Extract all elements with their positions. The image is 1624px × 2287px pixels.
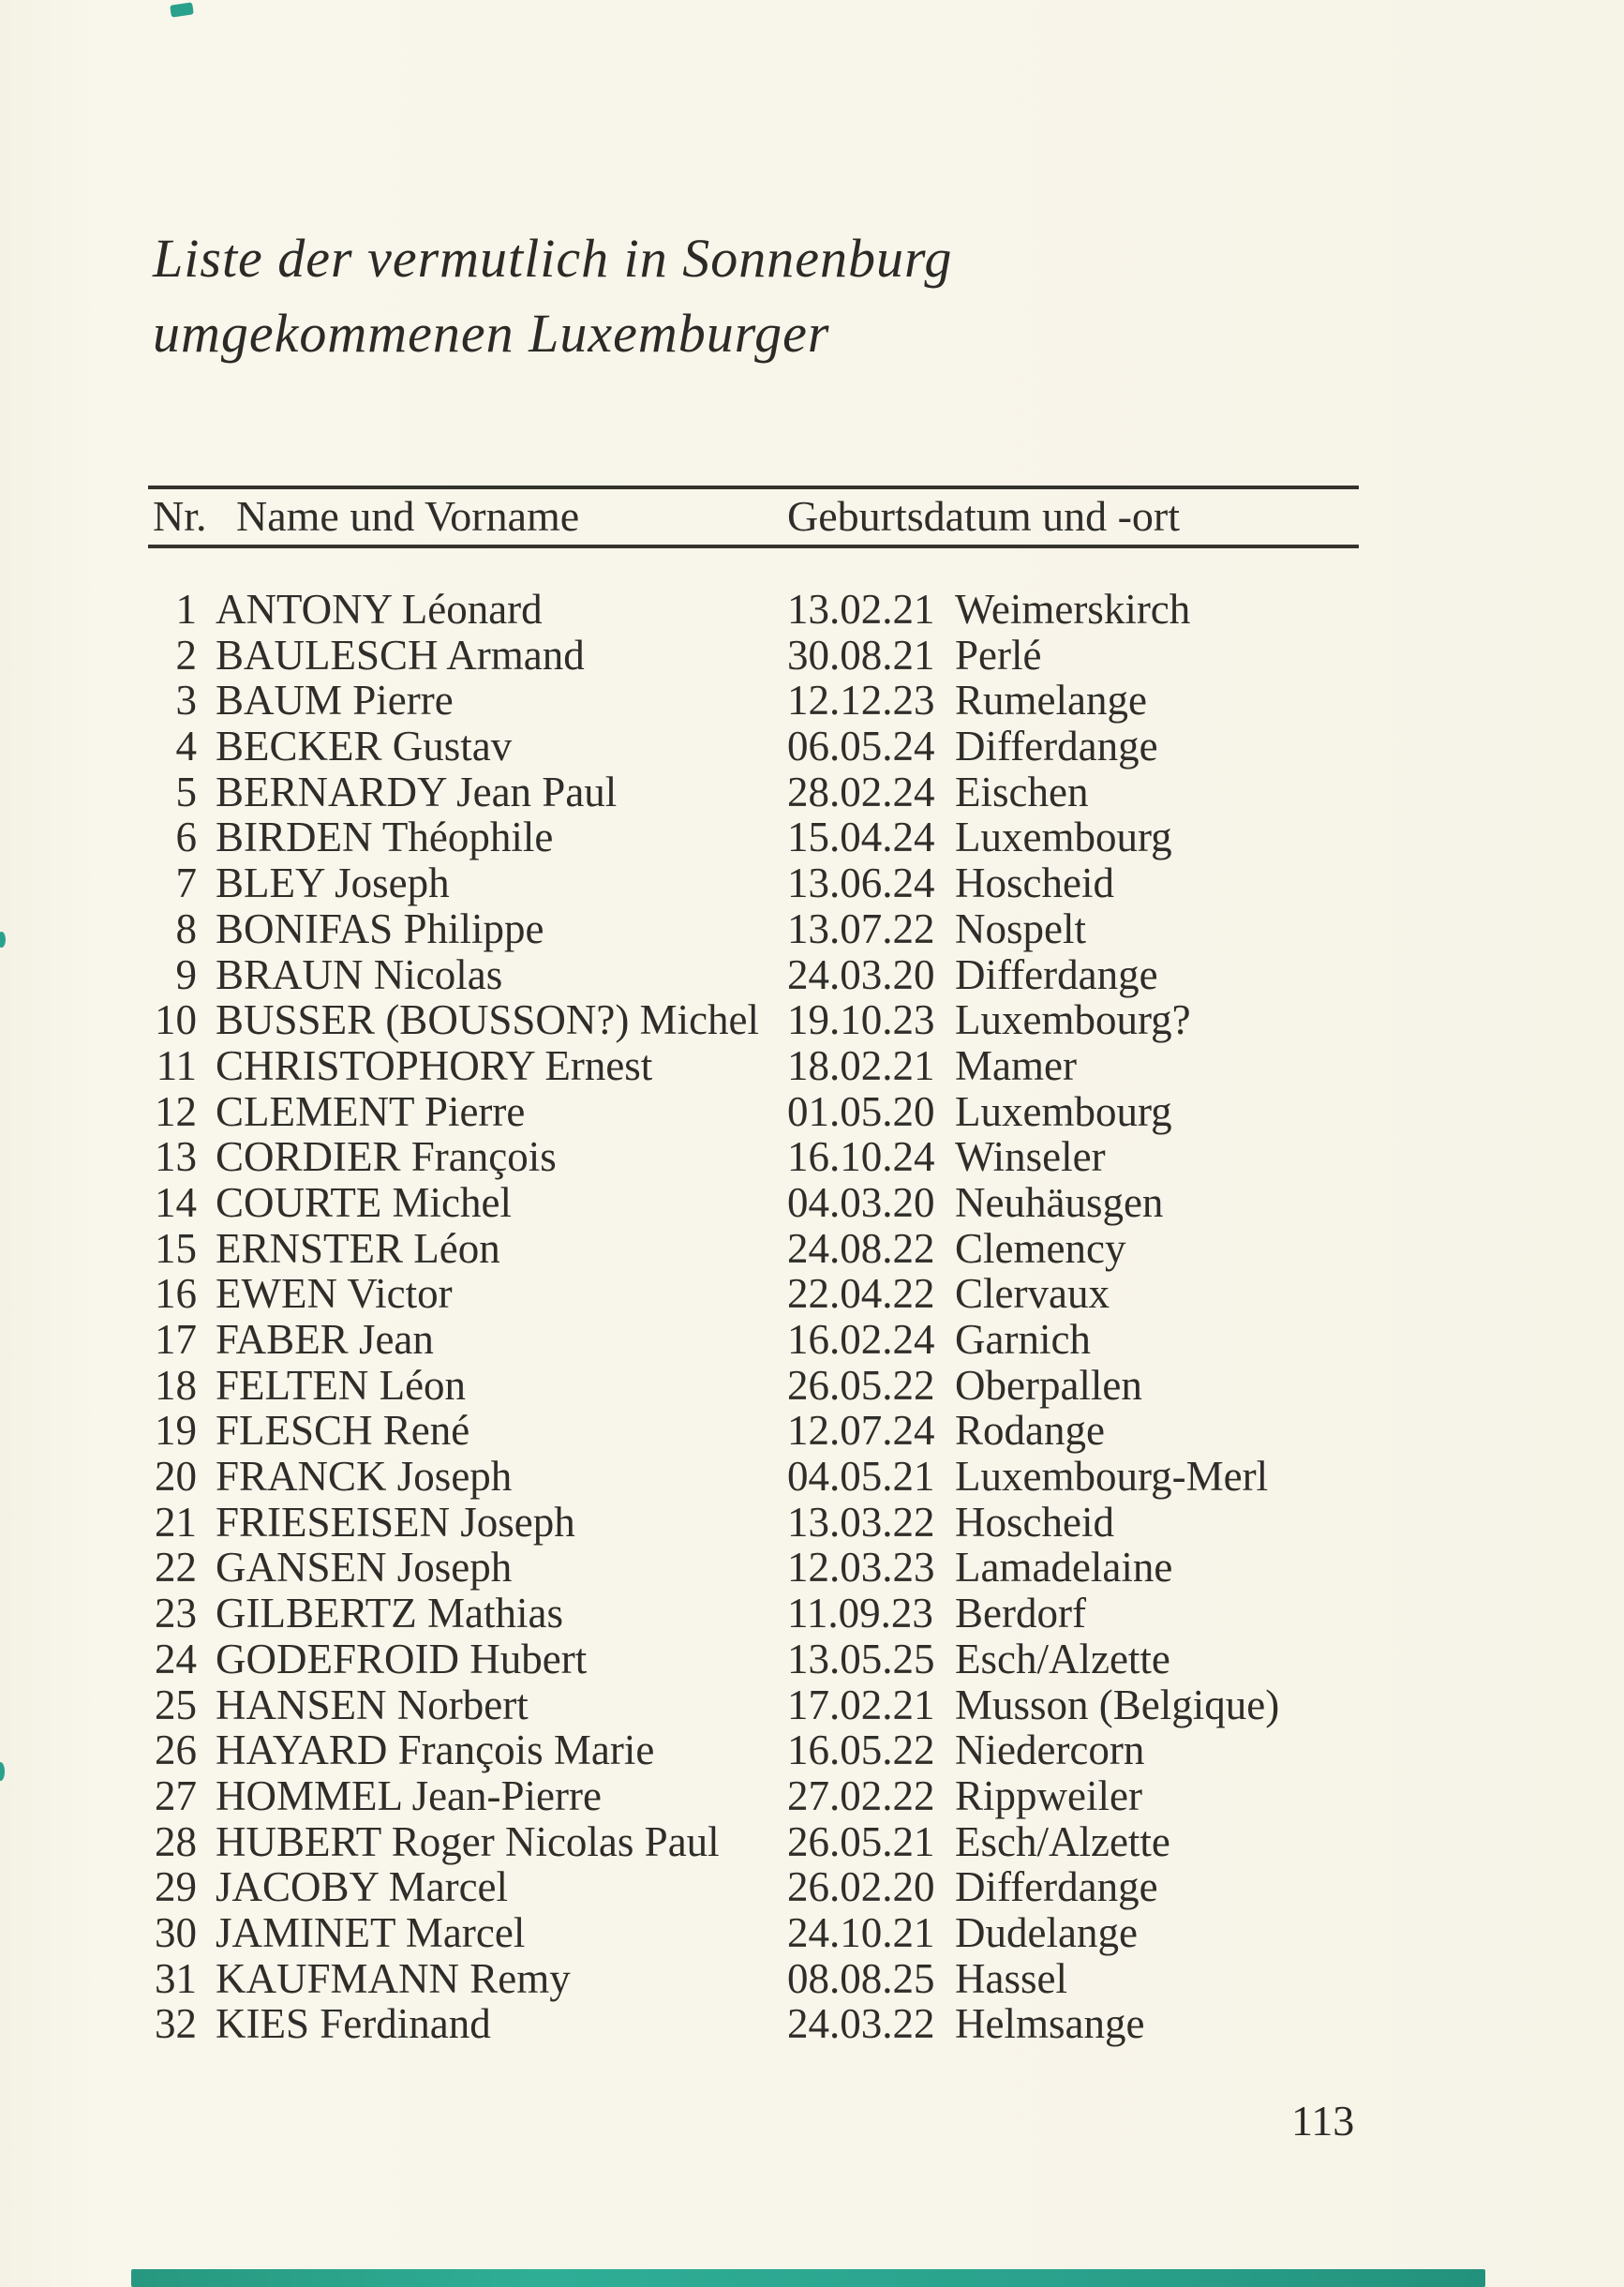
row-name: FABER Jean: [216, 1316, 434, 1363]
row-birthplace: Luxembourg-Merl: [955, 1453, 1269, 1501]
row-birthdate: 18.02.21: [787, 1041, 935, 1089]
table-row: [148, 724, 1624, 770]
table-row: [148, 1134, 1624, 1180]
row-name: HAYARD François Marie: [216, 1726, 655, 1774]
table-row: [148, 1910, 1624, 1956]
page-number: 113: [1291, 2097, 1355, 2145]
row-number: 9: [175, 950, 197, 998]
row-name: HUBERT Roger Nicolas Paul: [216, 1817, 720, 1865]
table-row: [148, 1500, 1624, 1546]
table-row: [148, 815, 1624, 860]
row-number: 18: [155, 1361, 197, 1409]
row-name: JAMINET Marcel: [216, 1908, 526, 1956]
row-birthdate: 22.04.22: [787, 1270, 935, 1318]
row-name: COURTE Michel: [216, 1178, 513, 1226]
header-nr: Nr.: [153, 492, 207, 540]
table-row: [148, 1819, 1624, 1865]
row-number: 27: [155, 1771, 197, 1819]
scan-mark-top: [170, 2, 194, 17]
row-name: BRAUN Nicolas: [216, 950, 503, 998]
row-birthplace: Differdange: [955, 950, 1158, 998]
row-name: HOMMEL Jean-Pierre: [216, 1771, 602, 1819]
row-birthdate: 13.05.25: [787, 1635, 935, 1682]
row-name: GANSEN Joseph: [216, 1544, 513, 1592]
row-birthdate: 30.08.21: [787, 631, 935, 679]
table-row: [148, 1363, 1624, 1409]
row-birthdate: 11.09.23: [787, 1590, 933, 1637]
table-row: [148, 1454, 1624, 1500]
row-number: 19: [155, 1407, 197, 1455]
row-birthplace: Rodange: [955, 1407, 1105, 1455]
row-number: 28: [155, 1817, 197, 1865]
table-row: [148, 997, 1624, 1043]
table-row: [148, 1408, 1624, 1454]
row-name: BECKER Gustav: [216, 723, 513, 770]
table-body: [148, 587, 1624, 2047]
row-number: 30: [155, 1908, 197, 1956]
row-birthplace: Weimerskirch: [955, 586, 1191, 633]
row-number: 32: [155, 2000, 197, 2048]
row-name: BIRDEN Théophile: [216, 814, 554, 861]
row-birthdate: 24.10.21: [787, 1908, 935, 1956]
row-birthdate: 13.07.22: [787, 904, 935, 952]
row-name: HANSEN Norbert: [216, 1681, 529, 1728]
row-number: 15: [155, 1224, 197, 1272]
row-birthdate: 24.08.22: [787, 1224, 935, 1272]
row-birthplace: Esch/Alzette: [955, 1817, 1170, 1865]
row-birthplace: Clemency: [955, 1224, 1126, 1272]
table-row: [148, 1226, 1624, 1272]
row-birthplace: Luxembourg: [955, 1087, 1172, 1135]
scan-mark-left-1: [0, 932, 6, 948]
row-birthdate: 13.03.22: [787, 1498, 935, 1546]
row-number: 13: [155, 1133, 197, 1181]
row-birthplace: Oberpallen: [955, 1361, 1142, 1409]
row-number: 22: [155, 1544, 197, 1592]
row-birthplace: Perlé: [955, 631, 1042, 679]
table-row: [148, 1089, 1624, 1135]
row-birthdate: 01.05.20: [787, 1087, 935, 1135]
row-number: 6: [175, 814, 197, 861]
table-row: [148, 1773, 1624, 1819]
table-row: [148, 1591, 1624, 1637]
row-number: 7: [175, 859, 197, 907]
header-birthdate-place: Geburtsdatum und -ort: [787, 492, 1181, 540]
table-row: [148, 1271, 1624, 1317]
row-number: 12: [155, 1087, 197, 1135]
row-name: ANTONY Léonard: [216, 586, 543, 633]
row-number: 25: [155, 1681, 197, 1728]
table-row: [148, 633, 1624, 679]
table-row: [148, 906, 1624, 952]
row-birthplace: Dudelange: [955, 1908, 1138, 1956]
row-number: 31: [155, 1954, 197, 2002]
scan-artifact-bottom-strip: [131, 2269, 1485, 2287]
row-number: 3: [175, 677, 197, 725]
row-birthdate: 26.02.20: [787, 1863, 935, 1911]
row-birthdate: 24.03.20: [787, 950, 935, 998]
row-number: 5: [175, 768, 197, 815]
title-line-2: umgekommenen Luxemburger: [153, 303, 830, 364]
row-name: KIES Ferdinand: [216, 2000, 491, 2048]
table-row: [148, 1727, 1624, 1773]
row-birthdate: 27.02.22: [787, 1771, 935, 1819]
title-line-1: Liste der vermutlich in Sonnenburg: [153, 228, 953, 289]
row-birthdate: 12.03.23: [787, 1544, 935, 1592]
row-name: CHRISTOPHORY Ernest: [216, 1041, 653, 1089]
row-birthplace: Clervaux: [955, 1270, 1110, 1318]
row-birthplace: Musson (Belgique): [955, 1681, 1280, 1728]
row-name: BERNARDY Jean Paul: [216, 768, 618, 815]
row-name: BONIFAS Philippe: [216, 904, 544, 952]
table-row: [148, 678, 1624, 724]
table-row: [148, 860, 1624, 906]
row-birthplace: Hoscheid: [955, 859, 1114, 907]
row-name: ERNSTER Léon: [216, 1224, 500, 1272]
header-name: Name und Vorname: [236, 492, 580, 540]
row-number: 14: [155, 1178, 197, 1226]
table-row: [148, 1317, 1624, 1363]
row-name: FRANCK Joseph: [216, 1453, 513, 1501]
row-number: 2: [175, 631, 197, 679]
row-birthplace: Helmsange: [955, 2000, 1145, 2048]
victims-table: [148, 486, 1359, 2048]
row-number: 1: [175, 586, 197, 633]
row-name: GODEFROID Hubert: [216, 1635, 588, 1682]
row-name: KAUFMANN Remy: [216, 1954, 571, 2002]
row-birthdate: 04.03.20: [787, 1178, 935, 1226]
row-birthplace: Esch/Alzette: [955, 1635, 1170, 1682]
table-row: [148, 1180, 1624, 1226]
row-number: 26: [155, 1726, 197, 1774]
row-number: 23: [155, 1590, 197, 1637]
row-birthdate: 16.05.22: [787, 1726, 935, 1774]
row-name: BAUM Pierre: [216, 677, 454, 725]
row-birthdate: 12.07.24: [787, 1407, 935, 1455]
row-birthplace: Hassel: [955, 1954, 1067, 2002]
table-row: [148, 1956, 1624, 2002]
row-birthplace: Eischen: [955, 768, 1089, 815]
row-birthplace: Differdange: [955, 1863, 1158, 1911]
table-row: [148, 1864, 1624, 1910]
row-name: FELTEN Léon: [216, 1361, 467, 1409]
table-row: [148, 1637, 1624, 1682]
row-birthdate: 04.05.21: [787, 1453, 935, 1501]
row-birthdate: 28.02.24: [787, 768, 935, 815]
row-number: 21: [155, 1498, 197, 1546]
row-birthdate: 26.05.21: [787, 1817, 935, 1865]
row-name: GILBERTZ Mathias: [216, 1590, 563, 1637]
row-name: CORDIER François: [216, 1133, 557, 1181]
row-birthplace: Winseler: [955, 1133, 1106, 1181]
row-birthdate: 16.02.24: [787, 1316, 935, 1363]
row-birthdate: 17.02.21: [787, 1681, 935, 1728]
row-number: 20: [155, 1453, 197, 1501]
row-name: EWEN Victor: [216, 1270, 453, 1318]
row-number: 4: [175, 723, 197, 770]
table-row: [148, 2001, 1624, 2047]
row-birthdate: 12.12.23: [787, 677, 935, 725]
row-name: BUSSER (BOUSSON?) Michel: [216, 996, 760, 1044]
row-birthplace: Luxembourg: [955, 814, 1172, 861]
row-number: 29: [155, 1863, 197, 1911]
row-birthplace: Lamadelaine: [955, 1544, 1173, 1592]
row-number: 24: [155, 1635, 197, 1682]
row-name: BLEY Joseph: [216, 859, 450, 907]
scan-mark-left-2: [0, 1762, 5, 1781]
row-number: 10: [155, 996, 197, 1044]
row-birthplace: Rippweiler: [955, 1771, 1142, 1819]
row-name: JACOBY Marcel: [216, 1863, 509, 1911]
row-birthplace: Mamer: [955, 1041, 1077, 1089]
row-birthplace: Berdorf: [955, 1590, 1086, 1637]
row-birthdate: 13.02.21: [787, 586, 935, 633]
row-birthdate: 16.10.24: [787, 1133, 935, 1181]
row-name: BAULESCH Armand: [216, 631, 585, 679]
row-number: 16: [155, 1270, 197, 1318]
row-birthplace: Nospelt: [955, 904, 1086, 952]
table-row: [148, 1043, 1624, 1089]
row-birthdate: 24.03.22: [787, 2000, 935, 2048]
row-birthplace: Rumelange: [955, 677, 1147, 725]
row-birthdate: 06.05.24: [787, 723, 935, 770]
row-name: FRIESEISEN Joseph: [216, 1498, 575, 1546]
row-birthplace: Niedercorn: [955, 1726, 1145, 1774]
page-title: [153, 221, 952, 371]
row-birthdate: 19.10.23: [787, 996, 935, 1044]
row-name: CLEMENT Pierre: [216, 1087, 526, 1135]
row-birthplace: Differdange: [955, 723, 1158, 770]
row-birthdate: 15.04.24: [787, 814, 935, 861]
row-number: 11: [156, 1041, 197, 1089]
table-row: [148, 952, 1624, 998]
table-header: [148, 486, 1359, 548]
row-birthdate: 26.05.22: [787, 1361, 935, 1409]
table-row: [148, 770, 1624, 815]
row-birthplace: Luxembourg?: [955, 996, 1191, 1044]
row-birthdate: 13.06.24: [787, 859, 935, 907]
row-name: FLESCH René: [216, 1407, 470, 1455]
row-birthplace: Neuhäusgen: [955, 1178, 1164, 1226]
row-number: 8: [175, 904, 197, 952]
row-number: 17: [155, 1316, 197, 1363]
table-row: [148, 1545, 1624, 1591]
row-birthplace: Garnich: [955, 1316, 1091, 1363]
row-birthplace: Hoscheid: [955, 1498, 1114, 1546]
table-row: [148, 587, 1624, 633]
table-row: [148, 1682, 1624, 1728]
row-birthdate: 08.08.25: [787, 1954, 935, 2002]
